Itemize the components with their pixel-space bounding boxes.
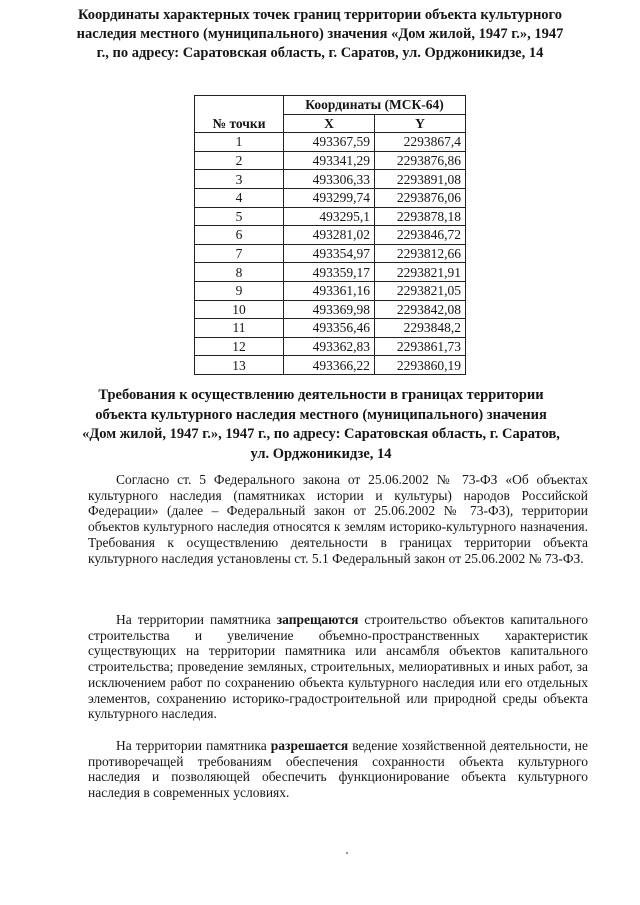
table-row — [195, 300, 466, 319]
point-number-cell: 3 — [195, 170, 284, 189]
y-header: Y — [375, 114, 466, 133]
table-row — [195, 133, 466, 152]
point-number-cell: 8 — [195, 263, 284, 282]
x-coordinate-cell: 493366,22 — [284, 356, 375, 375]
table-row — [195, 356, 466, 375]
x-coordinate-cell: 493361,16 — [284, 281, 375, 300]
y-coordinate-cell: 2293860,19 — [375, 356, 466, 375]
y-coordinate-cell: 2293861,73 — [375, 337, 466, 356]
scan-speck — [346, 852, 348, 854]
table-row — [195, 207, 466, 226]
point-number-header: № точки — [195, 96, 284, 133]
point-number-cell: 6 — [195, 226, 284, 245]
x-header: X — [284, 114, 375, 133]
y-coordinate-cell: 2293846,72 — [375, 226, 466, 245]
y-coordinate-cell: 2293878,18 — [375, 207, 466, 226]
y-coordinate-cell: 2293891,08 — [375, 170, 466, 189]
x-coordinate-cell: 493359,17 — [284, 263, 375, 282]
prohibited-text: строительство объектов капитального строительства и увеличение объемно-пространственных характеристик существующих на территории памятника или ансамбля объектов капитального строительства; проведение земляных, строительных, мелиоративных и иных работ, за исключением работ по сохранению объекта культурного наследия или его отдельных элементов, сохранению историко-градостроительной или природной среды объекта культурного наследия. — [88, 612, 588, 722]
table-row — [195, 170, 466, 189]
permitted-keyword: разрешается — [270, 738, 349, 753]
table-body — [195, 133, 466, 375]
point-number-cell: 2 — [195, 151, 284, 170]
point-number-cell: 11 — [195, 319, 284, 338]
table-row — [195, 263, 466, 282]
paragraph-legal-basis: Согласно ст. 5 Федерального закона от 25.06.2002 № 73-ФЗ «Об объектах культурного наследия (памятниках истории и культуры) народов Российской Федерации» (далее – Федеральный закон от 25.06.2002 № 73-ФЗ), территории объектов культурного наследия относятся к землям историко-культурного назначения. Требования к осуществлению деятельности в границах территории объекта культурного наследия установлены ст. 5.1 Федеральный закон от 25.06.2002 № 73-ФЗ. — [88, 472, 588, 566]
x-coordinate-cell: 493367,59 — [284, 133, 375, 152]
document-title: Координаты характерных точек границ территории объекта культурного наследия местного (муниципального) значения «Дом жилой, 1947 г.», 1947 г., по адресу: Саратовская область, г. Саратов, ул. Орджоникидзе, 14 — [76, 7, 564, 61]
paragraph-prohibited — [88, 612, 588, 722]
x-coordinate-cell: 493356,46 — [284, 319, 375, 338]
coordinates-header: Координаты (МСК-64) — [284, 96, 466, 115]
y-coordinate-cell: 2293876,86 — [375, 151, 466, 170]
x-coordinate-cell: 493281,02 — [284, 226, 375, 245]
permitted-text: ведение хозяйственной деятельности, не противоречащей требованиям обеспечения сохранности объекта культурного наследия и позволяющей обеспечить функционирование объекта культурного наследия в современных условиях. — [88, 738, 588, 801]
table-row — [195, 337, 466, 356]
permitted-intro: На территории памятника — [116, 738, 271, 753]
y-coordinate-cell: 2293867,4 — [375, 133, 466, 152]
coordinates-table — [194, 95, 466, 375]
x-coordinate-cell: 493362,83 — [284, 337, 375, 356]
y-coordinate-cell: 2293842,08 — [375, 300, 466, 319]
table-row — [195, 244, 466, 263]
y-coordinate-cell: 2293876,06 — [375, 188, 466, 207]
point-number-cell: 1 — [195, 133, 284, 152]
point-number-cell: 13 — [195, 356, 284, 375]
x-coordinate-cell: 493295,1 — [284, 207, 375, 226]
y-coordinate-cell: 2293812,66 — [375, 244, 466, 263]
point-number-cell: 5 — [195, 207, 284, 226]
x-coordinate-cell: 493354,97 — [284, 244, 375, 263]
table-row — [195, 281, 466, 300]
x-coordinate-cell: 493341,29 — [284, 151, 375, 170]
point-number-cell: 12 — [195, 337, 284, 356]
prohibited-intro: На территории памятника — [116, 612, 277, 627]
point-number-cell: 10 — [195, 300, 284, 319]
table-row — [195, 188, 466, 207]
y-coordinate-cell: 2293821,91 — [375, 263, 466, 282]
point-number-cell: 9 — [195, 281, 284, 300]
x-coordinate-cell: 493369,98 — [284, 300, 375, 319]
prohibited-keyword: запрещаются — [276, 612, 359, 627]
table-row — [195, 226, 466, 245]
x-coordinate-cell: 493306,33 — [284, 170, 375, 189]
point-number-cell: 4 — [195, 188, 284, 207]
table-row — [195, 319, 466, 338]
paragraph-permitted — [88, 738, 588, 801]
y-coordinate-cell: 2293848,2 — [375, 319, 466, 338]
point-number-cell: 7 — [195, 244, 284, 263]
y-coordinate-cell: 2293821,05 — [375, 281, 466, 300]
table-row — [195, 151, 466, 170]
table-header-row — [195, 96, 466, 115]
requirements-heading: Требования к осуществлению деятельности в границах территории объекта культурного наследия местного (муниципального) значения «Дом жилой, 1947 г.», 1947 г., по адресу: Саратовская область, г. Саратов, ул. Орджоникидзе, 14 — [82, 387, 560, 462]
x-coordinate-cell: 493299,74 — [284, 188, 375, 207]
